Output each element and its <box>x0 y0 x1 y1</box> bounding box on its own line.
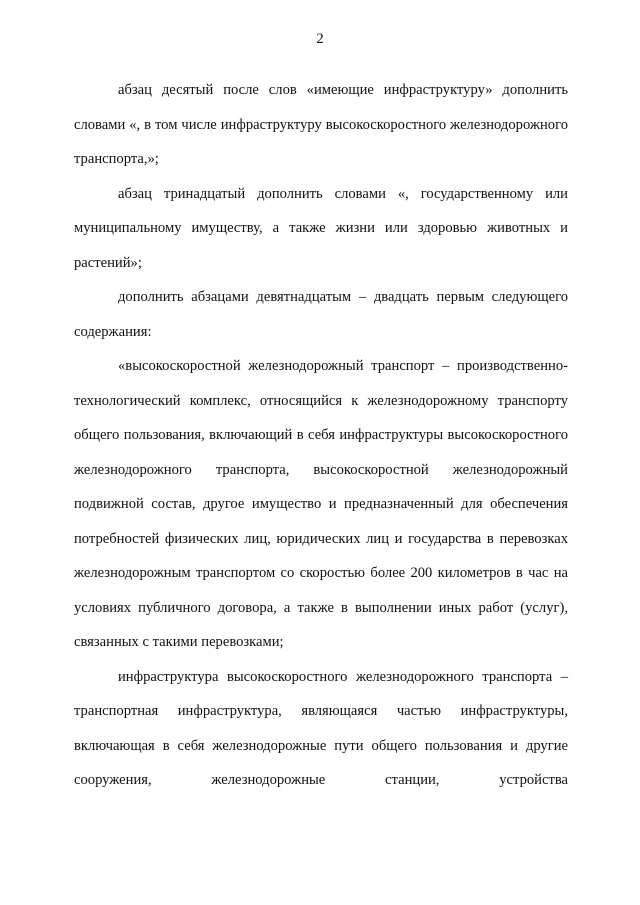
paragraph-1: абзац десятый после слов «имеющие инфраструктуру» дополнить словами «, в том числе инфраструктуру высокоскоростного железнодорожного транспорта,»; <box>74 82 568 167</box>
paragraph-2: абзац тринадцатый дополнить словами «, государственному или муниципальному имуществу, а также жизни или здоровью животных и растений»; <box>74 185 568 271</box>
document-body <box>74 73 568 798</box>
paragraph-5: инфраструктура высокоскоростного железнодорожного транспорта – транспортная инфраструктура, являющаяся частью инфраструктуры, включающая в себя железнодорожные пути общего пользования и другие сооружения, железнодорожные станции, устройства <box>74 668 568 788</box>
paragraph-4: «высокоскоростной железнодорожный транспорт – производственно-технологический комплекс, относящийся к железнодорожному транспорту общего пользования, включающий в себя инфраструктуры высокоскоростного железнодорожного транспорта, высокоскоростной железнодорожный подвижной состав, другое имущество и предназначенный для обеспечения потребностей физических лиц, юридических лиц и государства в перевозках железнодорожным транспортом со скоростью более 200 километров в час на условиях публичного договора, а также в выполнении иных работ (услуг), связанных с такими перевозками; <box>74 358 568 650</box>
page-number: 2 <box>316 31 324 47</box>
paragraph-3: дополнить абзацами девятнадцатым – двадцать первым следующего содержания: <box>74 289 568 340</box>
